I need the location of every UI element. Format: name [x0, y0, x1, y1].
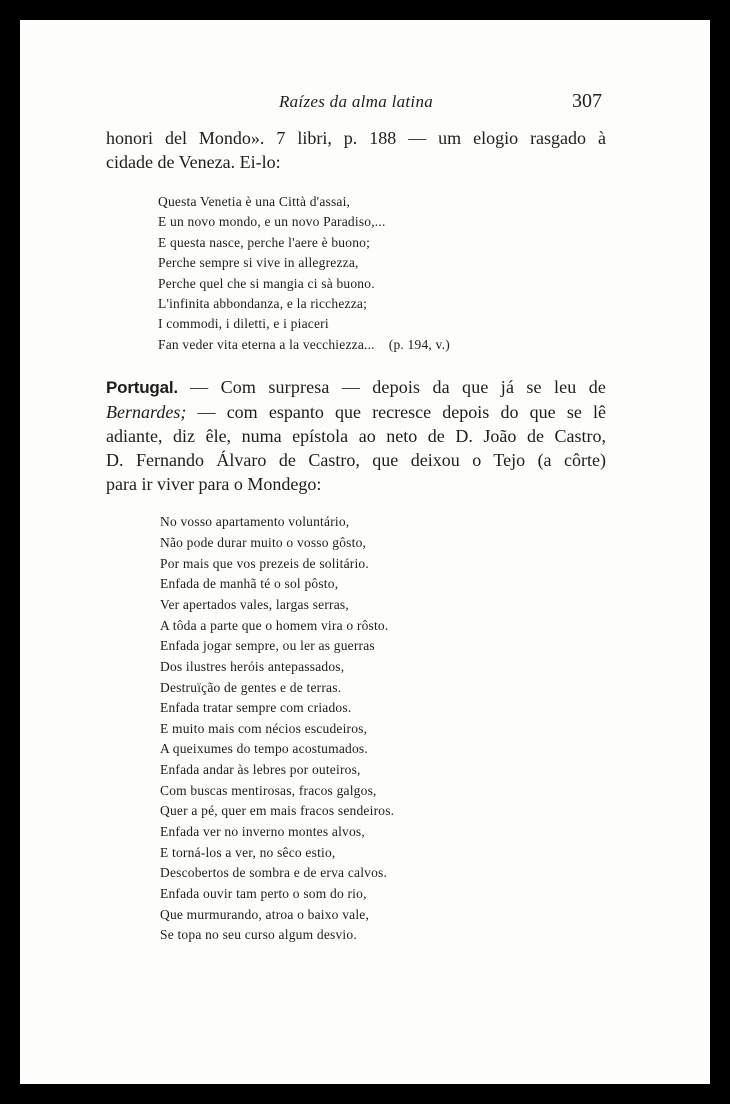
page-number: 307: [572, 90, 602, 112]
italian-verse-6: L'infinita abbondanza, e la ricchezza;: [158, 296, 368, 312]
page-content: [106, 90, 606, 946]
portugal-line-3: adiante, diz êle, numa epístola ao neto de D. João de Castro,: [106, 426, 606, 447]
portuguese-verse-15: Quer a pé, quer em mais fracos sendeiros.: [160, 803, 395, 819]
portuguese-verse-8: Dos ilustres heróis antepassados,: [160, 658, 345, 674]
portuguese-poem: [160, 512, 606, 946]
portugal-paragraph: [106, 375, 606, 496]
portuguese-verse-11: E muito mais com nécios escudeiros,: [160, 720, 368, 736]
portuguese-verse-2: Não pode durar muito o vosso gôsto,: [160, 534, 367, 550]
book-page: [20, 20, 710, 1084]
bernardes-italic: Bernardes;: [106, 402, 187, 423]
italian-poem-citation: (p. 194, v.): [388, 336, 450, 352]
portuguese-verse-16: Enfada ver no inverno montes alvos,: [160, 824, 365, 840]
portuguese-verse-20: Que murmurando, atroa o baixo vale,: [160, 906, 370, 922]
portuguese-verse-3: Por mais que vos prezeis de solitário.: [160, 555, 369, 571]
portuguese-verse-9: Destruïção de gentes e de terras.: [160, 679, 342, 695]
intro-paragraph: [106, 126, 606, 174]
portuguese-verse-5: Ver apertados vales, largas serras,: [160, 596, 349, 612]
italian-verse-4: Perche sempre si vive in allegrezza,: [158, 255, 359, 271]
italian-verse-8-text: Fan veder vita eterna a la vecchiezza...: [158, 336, 375, 352]
portuguese-verse-12: A queixumes do tempo acostumados.: [160, 741, 368, 757]
running-title: Raízes da alma latina: [278, 92, 434, 111]
portuguese-verse-18: Descobertos de sombra e de erva calvos.: [160, 865, 388, 881]
portuguese-verse-4: Enfada de manhã té o sol pôsto,: [160, 576, 339, 592]
intro-line-2: cidade de Veneza. Ei-lo:: [106, 152, 281, 172]
portuguese-verse-17: E torná-los a ver, no sêco estio,: [160, 844, 336, 860]
page-header: [106, 90, 606, 122]
italian-verse-5: Perche quel che si mangia ci sà buono.: [158, 275, 375, 291]
portugal-heading: Portugal.: [106, 378, 178, 398]
portugal-line-2: [106, 400, 606, 424]
italian-verse-1: Questa Venetia è una Città d'assai,: [158, 194, 351, 209]
portugal-line-2-text: — com espanto que recresce depois do que se lê: [186, 402, 606, 423]
portugal-line-4: D. Fernando Álvaro de Castro, que deixou o Tejo (a côrte): [106, 450, 606, 471]
portuguese-verse-10: Enfada tratar sempre com criados.: [160, 700, 352, 716]
portugal-line-5: para ir viver para o Mondego:: [106, 474, 322, 495]
italian-verse-8: [158, 335, 606, 355]
portuguese-verse-19: Enfada ouvir tam perto o som do rio,: [160, 886, 367, 902]
intro-line-1: honori del Mondo». 7 libri, p. 188 — um elogio rasgado à: [106, 128, 606, 148]
portuguese-verse-7: Enfada jogar sempre, ou ler as guerras: [160, 638, 375, 654]
portuguese-verse-14: Com buscas mentirosas, fracos galgos,: [160, 782, 377, 798]
italian-poem: [158, 192, 606, 355]
italian-verse-2: E un novo mondo, e un novo Paradiso,...: [158, 214, 386, 230]
portugal-line-1-text: — Com surpresa — depois da que já se leu de: [177, 377, 606, 398]
portuguese-verse-21: Se topa no seu curso algum desvio.: [160, 927, 357, 943]
italian-verse-7: I commodi, i diletti, e i piaceri: [158, 316, 329, 332]
portuguese-verse-6: A tôda a parte que o homem vira o rôsto.: [160, 617, 389, 633]
italian-verse-3: E questa nasce, perche l'aere è buono;: [158, 234, 371, 250]
portugal-line-1: [106, 375, 606, 400]
portuguese-verse-13: Enfada andar às lebres por outeiros,: [160, 762, 361, 778]
portuguese-verse-1: No vosso apartamento voluntário,: [160, 514, 350, 530]
